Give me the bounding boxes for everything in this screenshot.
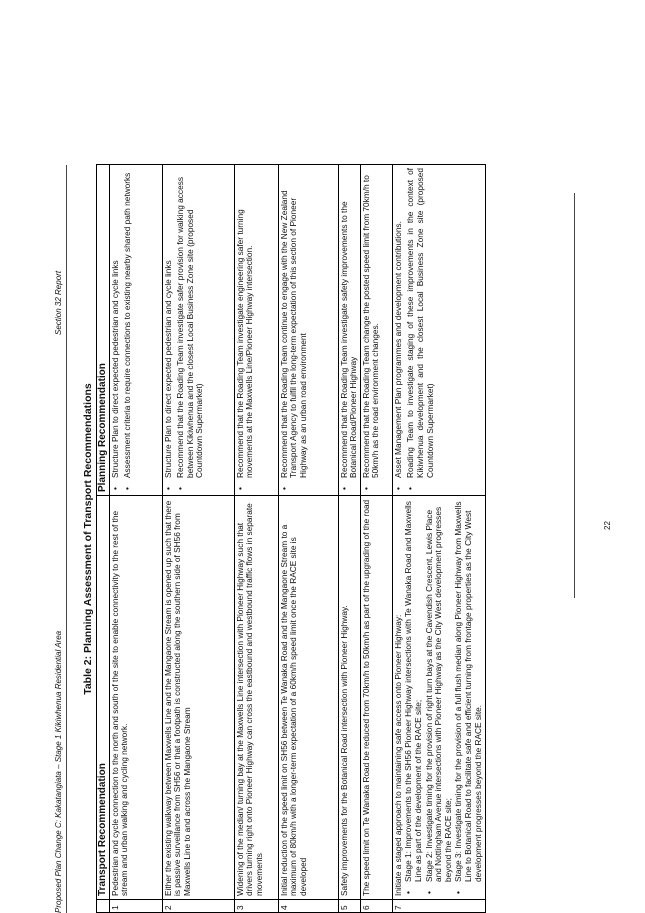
footer-rule	[574, 193, 575, 598]
transport-cell	[392, 496, 485, 900]
planning-cell	[360, 165, 392, 496]
planning-bullet: • Roading Team to investigate staging of these improvements in the context of Kikiwhenua development and the closest Local Business Zone site (proposed Countdown Supermarket)	[406, 168, 435, 492]
planning-cell	[162, 165, 234, 496]
planning-bullet: • Structure Plan to direct expected pedestrian and cycle links	[111, 168, 121, 492]
row-number: 2	[162, 900, 234, 913]
transport-column-header: Transport Recommendation	[97, 496, 110, 900]
table-header-row	[97, 165, 110, 913]
header-right: Section 32 Report	[54, 270, 63, 335]
transport-cell: Safety improvements for the Botanical Road intersection with Pioneer Highway.	[338, 496, 360, 900]
planning-cell	[278, 165, 338, 496]
stage-bullet: • Stage 2: Investigate timing for the provision of right turn bays at the Cavendish Crescent, Lewis Place and Nottingham Avenue intersections with Pioneer Highway as the City West development progresses beyond the RACE site;	[425, 499, 454, 896]
table-row	[278, 165, 338, 913]
transport-cell: Either the existing walkway between Maxwells Line and the Mangaone Stream is opened up such that there is passive surveillance from SH56 or that a footpath is constructed along the southern side of SH56 from Maxwells Line to and across the Mangaone Stream	[162, 496, 234, 900]
stage-bullet: • Stage 3: Investigate timing for the provision of a full flush median along Pioneer Highway from Maxwells Line to Botanical Road to facilitate safe and efficient turning from frontage properties as the City West development progresses beyond the RACE site.	[454, 499, 483, 896]
planning-bullet: • Recommend that the Roading Team investigate safer provision for walking access between Kikiwhenua and the closest Local Business Zone site (proposed Countdown Supermarket)	[176, 168, 205, 492]
planning-cell	[109, 165, 162, 496]
table-row	[109, 165, 162, 913]
planning-bullet: • Asset Management Plan programmes and development contributions.	[394, 168, 404, 492]
row-number: 4	[278, 900, 338, 913]
row-number: 1	[109, 900, 162, 913]
row-number: 6	[360, 900, 392, 913]
stage-bullet: • Stage 1: Improvements to the SH56 Pioneer Highway intersections with Te Wanaka Road and Maxwells Line as part of the development of the RACE site;	[404, 499, 423, 896]
transport-cell: Widening of the median/ turning bay at the Maxwells Line intersection with Pioneer Highway such that drivers turning right onto Pioneer Highway can cross the eastbound and westbound traffic flows in separate movements	[234, 496, 278, 900]
transport-cell: Initial reduction of the speed limit on SH56 between Te Wanaka Road and the Mangaone Stream to a maximum of 80km/h with a longer-term expectation of a 60km/h speed limit once the RACE site is developed	[278, 496, 338, 900]
planning-cell	[234, 165, 278, 496]
planning-bullet: • Recommend that the Roading Team investigate safety improvements to the Botanical Road/Pioneer Highway	[340, 168, 359, 492]
table-title: Table 2: Planning Assessment of Transport Recommendations	[82, 383, 94, 695]
planning-cell	[392, 165, 485, 496]
row-number: 7	[392, 900, 485, 913]
planning-bullet: • Structure Plan to direct expected pedestrian and cycle links	[164, 168, 174, 492]
table-row	[360, 165, 392, 913]
transport-cell: Pedestrian and cycle connection to the north and south of the site to enable connectivity to the rest of the stream and urban walking and cycling network.	[109, 496, 162, 900]
page-number: 22	[603, 521, 612, 530]
table-row	[392, 165, 485, 913]
row-number: 5	[338, 900, 360, 913]
planning-bullet: • Recommend that the Roading Team continue to engage with the New Zealand Transport Agency to fulfil the long-term expectation of this section of Pioneer Highway as an urban road environment	[280, 168, 309, 492]
header-left: Proposed Plan Change C: Kakatangiata – Stage 1 Kikiwhenua Residential Area	[54, 630, 63, 913]
planning-column-header: Planning Recommendation	[97, 165, 110, 496]
recommendations-table	[96, 164, 486, 913]
transport-cell: The speed limit on Te Wanaka Road be reduced from 70km/h to 50km/h as part of the upgrading of the road	[360, 496, 392, 900]
planning-bullet: • Assessment criteria to require connections to existing nearby shared path networks	[123, 168, 133, 492]
transport-intro: Initiate a staged approach to maintaining safe access onto Pioneer Highway:	[392, 614, 403, 896]
table-row	[234, 165, 278, 913]
number-column-header	[97, 900, 110, 913]
planning-cell	[338, 165, 360, 496]
table-row	[162, 165, 234, 913]
table-row	[338, 165, 360, 913]
header-rule	[66, 165, 67, 913]
row-number: 3	[234, 900, 278, 913]
planning-bullet: • Recommend that the Roading Team change the posted speed limit from 70km/h to 50km/h as the road environment changes.	[362, 168, 381, 492]
planning-bullet: • Recommend that the Roading Team investigate engineering safer turning movements at the Maxwells Line/Pioneer Highway intersection.	[236, 168, 255, 492]
